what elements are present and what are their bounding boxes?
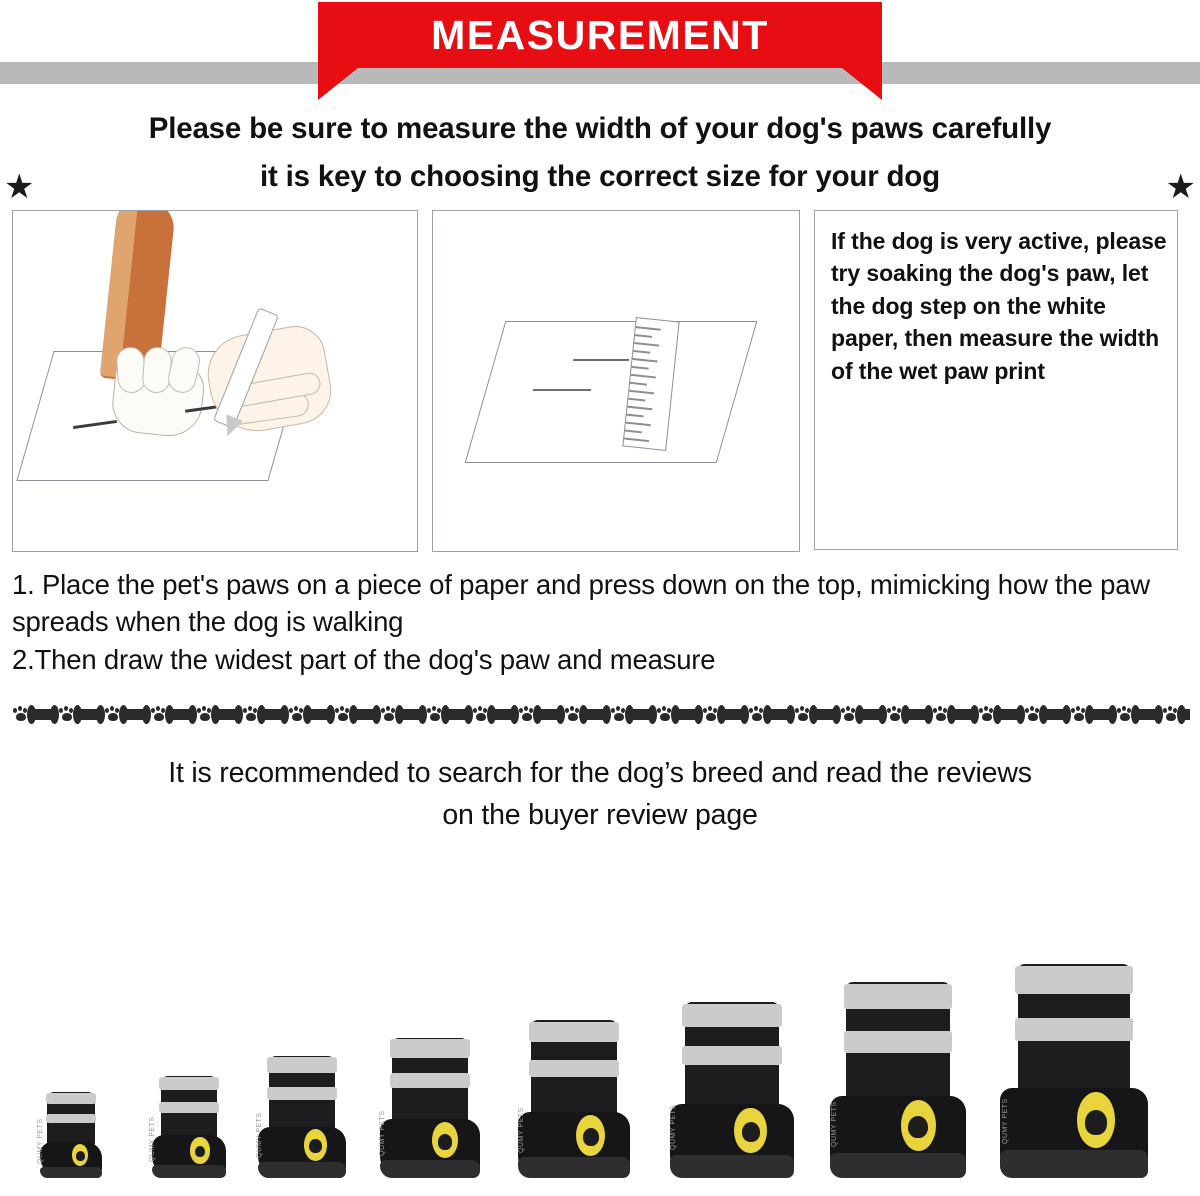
reflective-strap-mid bbox=[46, 1114, 96, 1123]
bone-icon bbox=[952, 709, 974, 720]
panel-tip-text bbox=[814, 210, 1178, 550]
drawn-line bbox=[573, 359, 630, 361]
step-2-text: 2.Then draw the widest part of the dog's paw and measure bbox=[12, 644, 716, 676]
recommendation-block bbox=[0, 753, 1200, 836]
bone-icon bbox=[1136, 709, 1158, 720]
reflective-strap-top bbox=[1015, 966, 1133, 994]
paw-logo-icon bbox=[304, 1129, 327, 1161]
banner-title: MEASUREMENT bbox=[431, 11, 769, 58]
star-icon-left: ★ bbox=[4, 168, 35, 206]
recommendation-line-1: It is recommended to search for the dog’s breed and read the reviews bbox=[168, 757, 1032, 790]
bone-icon bbox=[1090, 709, 1112, 720]
boot-sole bbox=[40, 1167, 102, 1178]
reflective-strap-top bbox=[159, 1077, 218, 1090]
panel-paw-tracing bbox=[12, 210, 418, 552]
reflective-strap-top bbox=[390, 1039, 470, 1057]
reflective-strap-top bbox=[682, 1004, 781, 1027]
boot-size-5 bbox=[518, 1020, 630, 1178]
bone-icon bbox=[906, 709, 928, 720]
boot-brand-label: QUMY PETS bbox=[379, 1110, 386, 1156]
ribbon-tail-left bbox=[318, 68, 358, 100]
drawn-line bbox=[533, 389, 592, 391]
star-icon-right: ★ bbox=[1165, 168, 1196, 206]
boot-size-4 bbox=[380, 1038, 480, 1178]
boot-size-3 bbox=[258, 1056, 346, 1178]
bone-icon bbox=[538, 709, 560, 720]
boot-size-8 bbox=[1000, 964, 1148, 1178]
ribbon-tail-right bbox=[842, 68, 882, 100]
boot-sole bbox=[1000, 1150, 1148, 1178]
reflective-strap-mid bbox=[390, 1073, 470, 1088]
reflective-strap-top bbox=[844, 984, 953, 1009]
boot-size-6 bbox=[670, 1002, 794, 1178]
reflective-strap-top bbox=[529, 1022, 619, 1043]
bone-icon bbox=[860, 709, 882, 720]
boot-size-1 bbox=[36, 1092, 102, 1178]
bone-icon bbox=[814, 709, 836, 720]
bone-icon bbox=[630, 709, 652, 720]
boot-brand-label: QUMY PETS bbox=[149, 1116, 157, 1162]
reflective-strap-mid bbox=[682, 1046, 781, 1065]
boot-sole bbox=[380, 1160, 480, 1178]
reflective-strap-mid bbox=[844, 1031, 953, 1053]
bone-icon bbox=[354, 709, 376, 720]
reflective-strap-top bbox=[267, 1057, 337, 1073]
tip-text: If the dog is very active, please try soaking the dog's paw, let the dog step on the white paper, then measure the width of the wet paw print bbox=[831, 227, 1167, 385]
bone-icon bbox=[998, 709, 1020, 720]
bone-icon bbox=[676, 709, 698, 720]
bone-icon bbox=[446, 709, 468, 720]
bone-icon bbox=[170, 709, 192, 720]
boot-sole bbox=[518, 1157, 630, 1178]
paw-toe-icon bbox=[115, 346, 146, 394]
boot-brand-label: QUMY PETS bbox=[256, 1112, 264, 1159]
bone-icon bbox=[124, 709, 146, 720]
panel-ruler-measuring bbox=[432, 210, 800, 552]
boot-sole bbox=[152, 1165, 226, 1178]
bone-icon bbox=[492, 709, 514, 720]
bone-icon bbox=[584, 709, 606, 720]
reflective-strap-mid bbox=[529, 1060, 619, 1077]
boot-brand-label: QUMY PETS bbox=[36, 1118, 44, 1165]
headline-line-1: Please be sure to measure the width of your dog's paws carefully bbox=[148, 112, 1052, 145]
bone-icon bbox=[78, 709, 100, 720]
boot-brand-label: QUMY PETS bbox=[670, 1104, 678, 1150]
bone-icon bbox=[1044, 709, 1066, 720]
reflective-strap-mid bbox=[267, 1087, 337, 1100]
bone-icon bbox=[1182, 709, 1190, 720]
headline-line-2: it is key to choosing the correct size for your dog bbox=[260, 159, 940, 193]
paw-toe-icon bbox=[141, 346, 172, 394]
paper-sheet-icon bbox=[465, 321, 758, 463]
illustration-panels bbox=[0, 210, 1200, 552]
boot-sole bbox=[830, 1153, 966, 1178]
boot-size-7 bbox=[830, 982, 966, 1178]
bone-icon bbox=[216, 709, 238, 720]
bone-icon bbox=[262, 709, 284, 720]
boot-sole bbox=[258, 1162, 346, 1178]
recommendation-line-2: on the buyer review page bbox=[442, 798, 758, 831]
bone-icon bbox=[308, 709, 330, 720]
bone-icon bbox=[722, 709, 744, 720]
boot-brand-label: QUMY PETS bbox=[517, 1107, 525, 1153]
bone-divider bbox=[10, 701, 1190, 727]
boot-size-2 bbox=[149, 1076, 226, 1178]
step-1-text: 1. Place the pet's paws on a piece of paper and press down on the top, mimicking how the paw spreads when the dog is walking bbox=[12, 568, 1150, 638]
headline-block bbox=[0, 110, 1200, 206]
bone-icon bbox=[768, 709, 790, 720]
banner-ribbon bbox=[318, 2, 882, 68]
boot-sole bbox=[670, 1155, 794, 1178]
steps-block bbox=[0, 566, 1200, 680]
paw-logo-icon bbox=[734, 1108, 766, 1154]
paw-logo-icon bbox=[190, 1137, 209, 1164]
boot-size-row bbox=[0, 966, 1200, 1196]
reflective-strap-mid bbox=[159, 1102, 218, 1113]
banner bbox=[0, 0, 1200, 100]
paw-logo-icon bbox=[901, 1100, 936, 1151]
bone-icon bbox=[400, 709, 422, 720]
reflective-strap-top bbox=[46, 1093, 96, 1104]
bone-icon bbox=[32, 709, 54, 720]
boot-brand-label: QUMY PETS bbox=[831, 1101, 839, 1147]
reflective-strap-mid bbox=[1015, 1018, 1133, 1042]
boot-brand-label: QUMY PETS bbox=[1001, 1098, 1009, 1144]
